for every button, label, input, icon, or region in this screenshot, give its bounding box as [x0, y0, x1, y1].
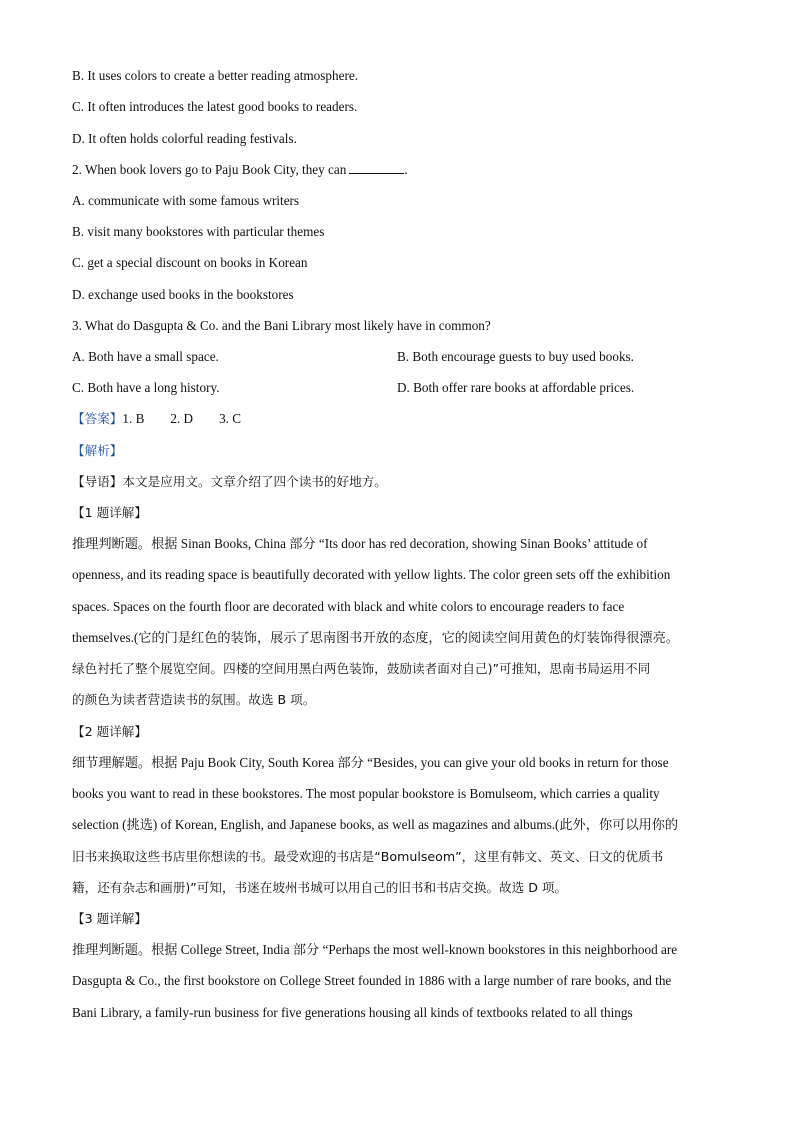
- detail3-line: Bani Library, a family-run business for five generations housing all kinds of textbooks related to all things: [72, 1005, 633, 1020]
- detail1-line: spaces. Spaces on the fourth floor are decorated with black and white colors to encourage readers to face: [72, 599, 625, 614]
- q3-option-a: A. Both have a small space.: [72, 349, 219, 364]
- q3-option-b: B. Both encourage guests to buy used books.: [397, 349, 634, 364]
- q2-option-a: A. communicate with some famous writers: [72, 193, 300, 208]
- q2-option-b: B. visit many bookstores with particular themes: [72, 224, 325, 239]
- detail2-line: 旧书来换取这些书店里你想读的书。最受欢迎的书店是“Bomulseom”，这里有韩文、英文、日文的优质书: [72, 849, 664, 864]
- answer-label: 【答案】: [72, 411, 123, 426]
- q1-option-d: D. It often holds colorful reading festivals.: [72, 131, 297, 146]
- detail1-line: openness, and its reading space is beautifully decorated with yellow lights. The color green sets off the exhibition: [72, 567, 671, 582]
- analysis-label: 【解析】: [72, 443, 123, 458]
- detail1-line: 的颜色为读者营造读书的氛围。故选 B 项。: [72, 692, 316, 707]
- answer-item: 2. D: [170, 411, 194, 426]
- q2-stem-text: 2. When book lovers go to Paju Book City, they can: [72, 162, 347, 177]
- q2-stem-end: .: [404, 162, 408, 177]
- q3-stem: 3. What do Dasgupta & Co. and the Bani Library most likely have in common?: [72, 318, 491, 333]
- detail3-line: 推理判断题。根据 College Street, India 部分 “Perhaps the most well-known bookstores in this neighborhood are: [72, 942, 678, 957]
- guide-text: 本文是应用文。文章介绍了四个读书的好地方。: [122, 474, 387, 489]
- q3-option-d: D. Both offer rare books at affordable prices.: [397, 380, 635, 395]
- detail3-line: Dasgupta & Co., the first bookstore on College Street founded in 1886 with a large number of rare books, and the: [72, 973, 672, 988]
- q3-option-c: C. Both have a long history.: [72, 380, 220, 395]
- detail2-label: 【2 题详解】: [72, 724, 147, 739]
- detail1-line: 绿色衬托了整个展览空间。四楼的空间用黑白两色装饰，鼓励读者面对自己)”可推知，思南书局运用不同: [72, 661, 651, 676]
- answer-item: 3. C: [219, 411, 242, 426]
- answer-line: [72, 409, 722, 429]
- guide-line: [72, 472, 722, 492]
- detail1-line: themselves.(它的门是红色的装饰，展示了思南图书开放的态度，它的阅读空间用黄色的灯装饰得很漂亮。: [72, 630, 679, 645]
- q2-stem: [72, 160, 722, 180]
- detail3-label: 【3 题详解】: [72, 911, 147, 926]
- detail2-line: selection (挑选) of Korean, English, and Japanese books, as well as magazines and albums.(此外，你可以用你的: [72, 817, 679, 832]
- q1-option-c: C. It often introduces the latest good books to readers.: [72, 99, 358, 114]
- q1-option-b: B. It uses colors to create a better reading atmosphere.: [72, 68, 358, 83]
- guide-label: 【导语】: [72, 474, 123, 489]
- detail2-line: books you want to read in these bookstores. The most popular bookstore is Bomulseom, which carries a quality: [72, 786, 660, 801]
- detail1-label: 【1 题详解】: [72, 505, 147, 520]
- q2-option-c: C. get a special discount on books in Korean: [72, 255, 308, 270]
- answer-item: 1. B: [122, 411, 145, 426]
- answer-blank: [349, 161, 404, 174]
- detail2-line: 细节理解题。根据 Paju Book City, South Korea 部分 “Besides, you can give your old books in return for those: [72, 755, 669, 770]
- q2-option-d: D. exchange used books in the bookstores: [72, 287, 294, 302]
- detail1-line: 推理判断题。根据 Sinan Books, China 部分 “Its door has red decoration, showing Sinan Books’ attitude of: [72, 536, 648, 551]
- detail2-line: 籍，还有杂志和画册)”可知，书迷在坡州书城可以用自己的旧书和书店交换。故选 D 项。: [72, 880, 568, 895]
